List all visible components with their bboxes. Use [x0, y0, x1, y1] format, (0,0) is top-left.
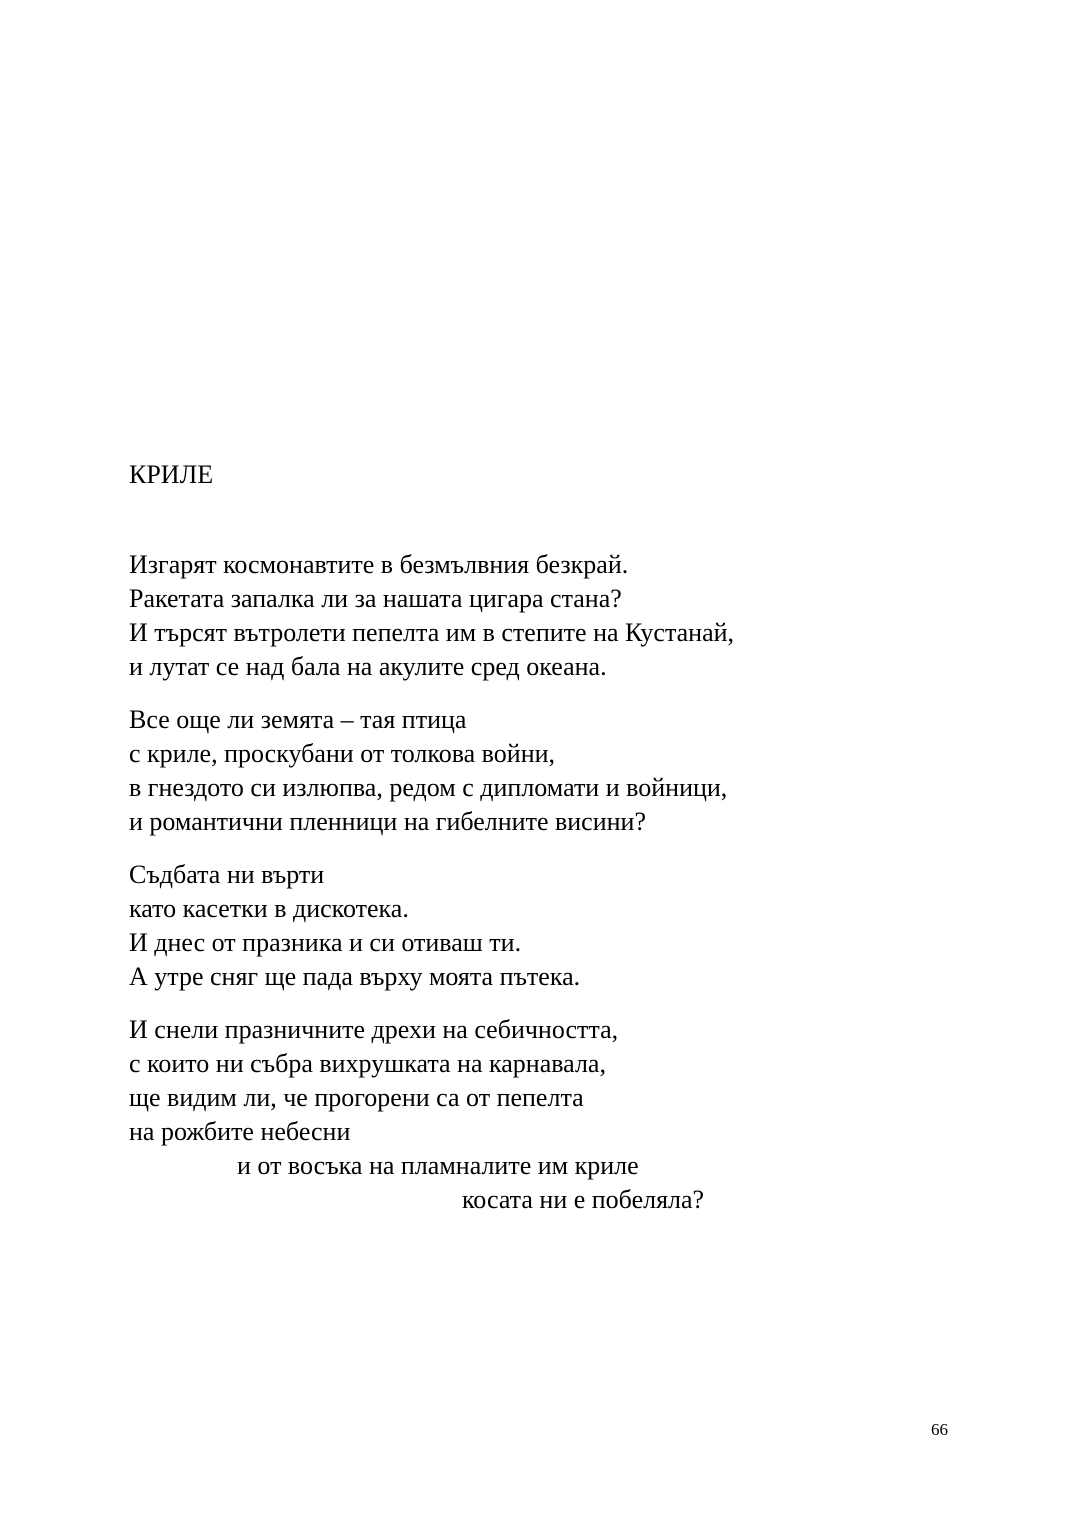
- poem-line: И търсят вътролети пепелта им в степите на Кустанай,: [129, 618, 735, 647]
- poem-line: И снели празничните дрехи на себичността,: [129, 1015, 619, 1044]
- poem-line: Все още ли земята – тая птица: [129, 705, 467, 734]
- poem-line: с криле, проскубани от толкова войни,: [129, 739, 556, 768]
- poem-line: ще видим ли, че прогорени са от пепелта: [129, 1083, 584, 1112]
- stanza-1: [129, 548, 734, 684]
- poem-line: и лутат се над бала на акулите сред океана.: [129, 652, 607, 681]
- poem-line: на рожбите небесни: [129, 1117, 351, 1146]
- page-number: 66: [931, 1420, 948, 1439]
- poem-line: в гнездото си излюпва, редом с дипломати и войници,: [129, 773, 728, 802]
- poem-line: Изгарят космонавтите в безмълвния безкрай.: [129, 550, 629, 579]
- poem-line: А утре сняг ще пада върху моята пътека.: [129, 962, 581, 991]
- stanza-3: [129, 858, 580, 994]
- poem-line: като касетки в дискотека.: [129, 894, 409, 923]
- poem-line-indented: косата ни е побеляла?: [462, 1185, 705, 1214]
- poem-line: и романтични пленници на гибелните висини?: [129, 807, 647, 836]
- poem-line: Съдбата ни върти: [129, 860, 325, 889]
- stanza-2: [129, 703, 727, 839]
- poem-line: Ракетата запалка ли за нашата цигара стана?: [129, 584, 622, 613]
- poem-line: с които ни събра вихрушката на карнавала,: [129, 1049, 606, 1078]
- poem-line: И днес от празника и си отиваш ти.: [129, 928, 522, 957]
- poem-line-indented: и от восъка на пламналите им криле: [237, 1151, 639, 1180]
- stanza-4: [129, 1013, 704, 1217]
- poem-title: КРИЛЕ: [129, 460, 214, 489]
